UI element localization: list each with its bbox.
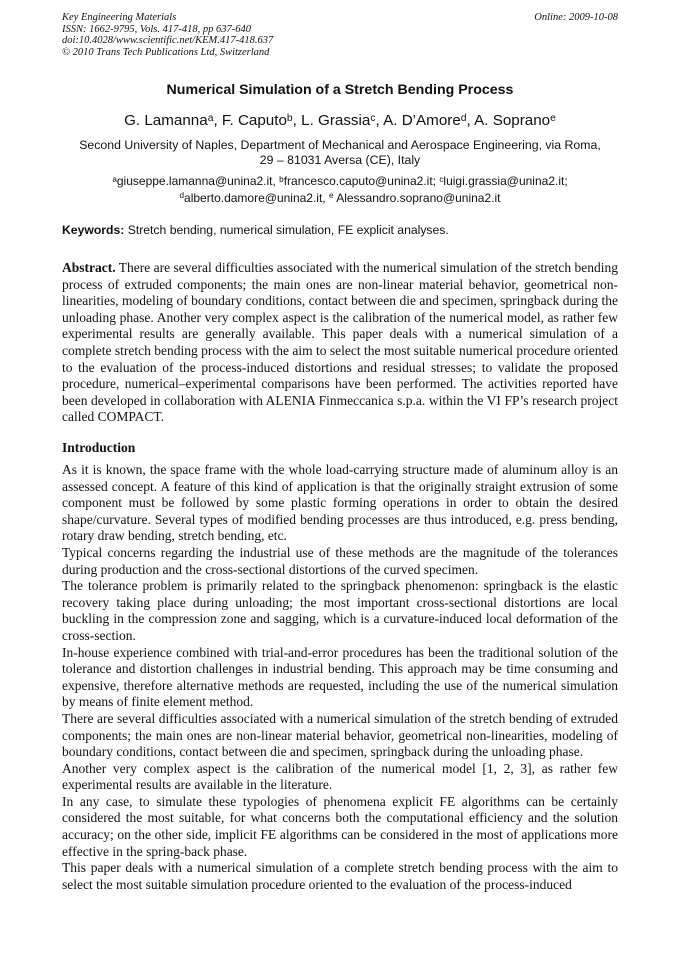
paragraph: The tolerance problem is primarily related to the springback phenomenon: springback is the elastic recovery taking place during unloading; the most important cross-sectional distortions are local buckling in the compression zone and sagging, which is a curvature-induced local deformation of the cross-section. [62,578,618,643]
email-link[interactable]: Alessandro.soprano@unina2.it [333,190,501,205]
keywords-label: Keywords: [62,223,125,237]
author-emails: $^a$giuseppe.lamanna@unina2.it, $^b$francesco.caputo@unina2.it; $^c$luigi.grassia@unina2.it; $^d$alberto.damore@unina2.it, $^e$ Alessandro.soprano@unina2.it [112,174,568,205]
author: G. Lamanna$^a$, [124,112,222,129]
paragraph: This paper deals with a numerical simulation of a complete stretch bending process with the aim to select the most suitable simulation procedure oriented to the evaluation of the process-induced [62,860,618,892]
author: F. Caputo$^b$, [221,112,302,129]
abstract [62,260,618,426]
keywords [62,223,618,237]
author: A. D’Amore$^d$, [383,112,475,129]
email-link[interactable]: alberto.damore@unina2.it, [184,190,329,205]
author: L. Grassia$^c$, [301,112,384,129]
email-link[interactable]: giuseppe.lamanna@unina2.it, [116,174,280,188]
author-list [62,112,618,129]
email-link[interactable]: luigi.grassia@unina2.it; [443,174,568,188]
paragraph: As it is known, the space frame with the whole load-carrying structure made of aluminum alloy is an assessed concept. A feature of this kind of application is that the originally straight extrusion of some component must be followed by some plastic forming operations in order to obtain the desired shape/curvature. Several types of modified bending processes are thus introduced, e.g. press bending, rotary draw bending, stretch bending, etc. [62,462,618,544]
paragraph: In any case, to simulate these typologies of phenomena explicit FE algorithms can be certainly considered the most suitable, for what concerns both the computational efficiency and the solution accuracy; on the other side, implicit FE algorithms can be considered in the most of applications more effective in the spring-back phase. [62,793,618,859]
online-date: Online: 2009-10-08 [534,12,618,23]
email-link[interactable]: francesco.caputo@unina2.it; [283,174,440,188]
doi-line: doi:10.4028/www.scientific.net/KEM.417-418.637 [62,35,274,47]
copyright-line: © 2010 Trans Tech Publications Ltd, Switzerland [62,46,270,58]
paper-title: Numerical Simulation of a Stretch Bending Process [166,82,514,98]
journal-header [62,12,618,58]
paragraph: In-house experience combined with trial-and-error procedures has been the traditional solution of the tolerance and distortion challenges in industrial bending. This approach may be time consuming and expensive, therefore alternative methods are requested, including the use of the numerical simulation by means of finite element method. [62,644,618,710]
introduction-body [62,462,618,893]
abstract-label: Abstract. [62,260,116,275]
abstract-text: There are several difficulties associated with the numerical simulation of the stretch bending process of extruded components; the main ones are non-linear material behavior, geometrical non-linearities, modeling of boundary conditions, contact between die and specimen, springback during the unloading phase. Another very complex aspect is the calibration of the numerical model, as rather few experimental results are generally available. This paper deals with a numerical simulation of a complete stretch bending process with the aim to select the most suitable numerical procedure oriented to the evaluation of the process-induced distortions and residual stresses; to validate the proposed procedure, numerical–experimental comparisons have been performed. The activities reported have been developed in collaboration with ALENIA Finmeccanica s.p.a. within the VI FP’s research project called COMPACT. [62,260,618,425]
issn-line: ISSN: 1662-9795, Vols. 417-418, pp 637-640 [62,23,251,35]
author: A. Soprano$^e$ [474,112,556,129]
journal-name: Key Engineering Materials [62,12,177,23]
section-heading: Introduction [62,440,136,455]
keywords-text: Stretch bending, numerical simulation, FE explicit analyses. [124,223,449,237]
paragraph: Another very complex aspect is the calibration of the numerical model [1, 2, 3], as rather few experimental results are available in the literature. [62,760,618,793]
paragraph: Typical concerns regarding the industrial use of these methods are the magnitude of the tolerances during production and the cross-sectional distortions of the curved specimen. [62,544,618,577]
affiliation: Second University of Naples, Department of Mechanical and Aerospace Engineering, via Roma, 29 – 81031 Aversa (CE), Italy [79,138,601,167]
paragraph: There are several difficulties associated with a numerical simulation of the stretch bending of extruded components; the main ones are non-linear material behavior, geometrical non-linearities, modeling of boundary conditions, contact between die and specimen, springback during the unloading phase. [62,710,618,760]
